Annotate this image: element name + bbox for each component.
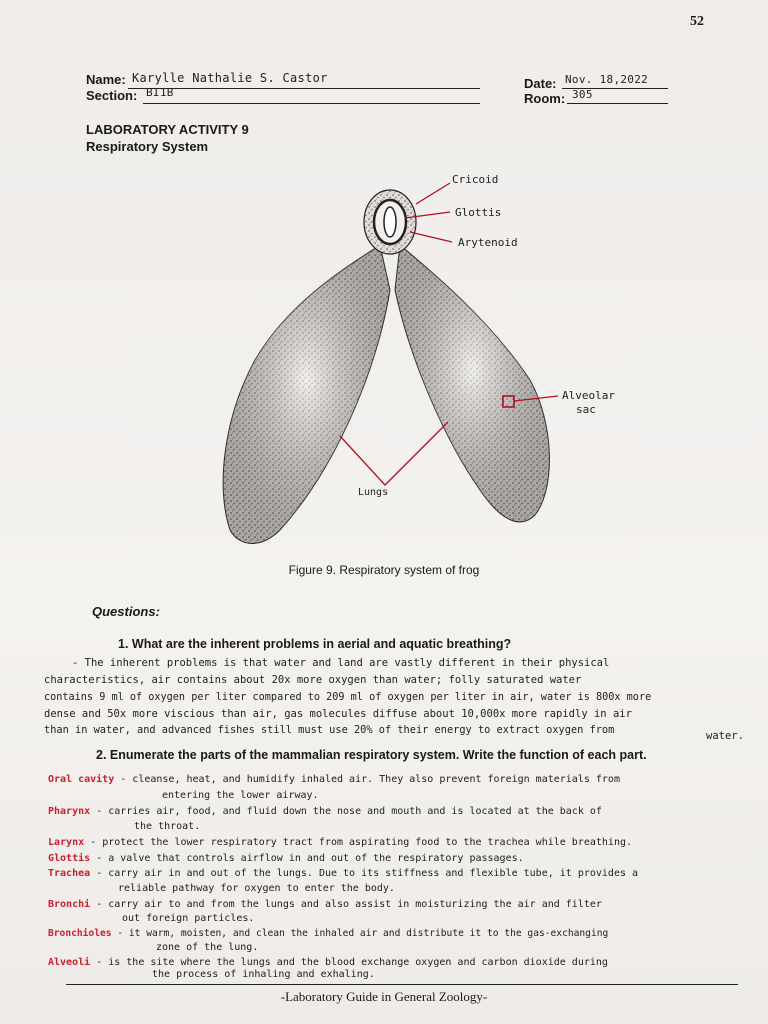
term-trachea: Trachea xyxy=(48,868,91,879)
name-label: Name: xyxy=(86,72,126,87)
label-arytenoid: Arytenoid xyxy=(458,236,518,249)
label-glottis: Glottis xyxy=(455,206,502,219)
def-alveoli-2: the process of inhaling and exhaling. xyxy=(152,969,375,980)
bottom-rule xyxy=(66,984,738,985)
term-glottis: Glottis xyxy=(48,853,91,864)
def-trachea: - carry air in and out of the lungs. Due to its stiffness and flexible tube, it provides a xyxy=(96,868,639,879)
part-oral-cavity xyxy=(48,774,620,785)
def-pharynx-2: the throat. xyxy=(134,821,201,832)
part-pharynx xyxy=(48,806,602,817)
def-bronchi: - carry air to and from the lungs and also assist in moisturizing the air and filter xyxy=(96,899,602,910)
name-value: Karylle Nathalie S. Castor xyxy=(132,71,328,85)
def-trachea-2: reliable pathway for oxygen to enter the body. xyxy=(118,883,395,894)
q1-answer-line-5: than in water, and advanced fishes still must use 20% of their energy to extract oxygen from xyxy=(44,724,615,736)
room-value: 305 xyxy=(572,88,593,101)
def-glottis: - a valve that controls airflow in and out of the respiratory passages. xyxy=(96,853,524,864)
q1-answer-line-4: dense and 50x more viscious than air, gas molecules diffuse about 10,000x more rapidly in air xyxy=(44,708,632,720)
part-trachea xyxy=(48,868,638,879)
section-underline xyxy=(143,103,480,104)
label-sac: sac xyxy=(576,403,596,416)
part-alveoli xyxy=(48,957,608,968)
frog-respiratory-figure xyxy=(200,170,620,555)
def-oral-cavity: - cleanse, heat, and humidify inhaled air. They also prevent foreign materials from xyxy=(120,774,620,785)
question-2: 2. Enumerate the parts of the mammalian respiratory system. Write the function of each part. xyxy=(96,748,647,762)
def-bronchioles: - it warm, moisten, and clean the inhaled air and distribute it to the gas-exchanging xyxy=(117,928,609,939)
question-1: 1. What are the inherent problems in aerial and aquatic breathing? xyxy=(118,637,512,651)
q1-answer-line-6: water. xyxy=(706,730,744,742)
name-underline xyxy=(128,88,480,89)
part-glottis xyxy=(48,853,524,864)
activity-title: LABORATORY ACTIVITY 9 xyxy=(86,122,249,137)
section-value: BI1B xyxy=(146,86,174,99)
term-alveoli: Alveoli xyxy=(48,957,91,968)
date-label: Date: xyxy=(524,76,557,91)
def-alveoli: - is the site where the lungs and the blood exchange oxygen and carbon dioxide during xyxy=(96,957,608,968)
room-label: Room: xyxy=(524,91,566,106)
def-pharynx: - carries air, food, and fluid down the nose and mouth and is located at the back of xyxy=(96,806,602,817)
q1-answer-line-2: characteristics, air contains about 20x more oxygen than water; folly saturated water xyxy=(44,674,582,686)
term-bronchioles: Bronchioles xyxy=(48,928,112,939)
def-bronchi-2: out foreign particles. xyxy=(122,913,255,924)
part-bronchi xyxy=(48,899,602,910)
label-alveolar: Alveolar xyxy=(562,389,615,402)
footer: -Laboratory Guide in General Zoology- xyxy=(280,989,488,1004)
term-bronchi: Bronchi xyxy=(48,899,91,910)
q1-answer-line-1: - The inherent problems is that water and land are vastly different in their physical xyxy=(72,657,610,669)
label-lungs: Lungs xyxy=(358,487,389,498)
label-cricoid: Cricoid xyxy=(452,173,499,186)
def-bronchioles-2: zone of the lung. xyxy=(156,942,259,953)
activity-subtitle: Respiratory System xyxy=(86,139,209,154)
figure-caption: Figure 9. Respiratory system of frog xyxy=(288,563,480,577)
term-larynx: Larynx xyxy=(48,837,85,848)
part-bronchioles xyxy=(48,928,608,939)
date-value: Nov. 18,2022 xyxy=(565,73,649,86)
page-number: 52 xyxy=(690,14,704,29)
def-larynx: - protect the lower respiratory tract from aspirating food to the trachea while breathing. xyxy=(90,837,633,848)
section-label: Section: xyxy=(86,88,138,103)
part-larynx xyxy=(48,837,632,848)
questions-heading: Questions: xyxy=(92,604,160,619)
room-underline xyxy=(567,103,668,104)
term-pharynx: Pharynx xyxy=(48,806,91,817)
def-oral-cavity-2: entering the lower airway. xyxy=(162,790,319,801)
term-oral-cavity: Oral cavity xyxy=(48,774,115,785)
q1-answer-line-3: contains 9 ml of oxygen per liter compared to 209 ml of oxygen per liter in air, water is 800x more xyxy=(44,692,652,703)
